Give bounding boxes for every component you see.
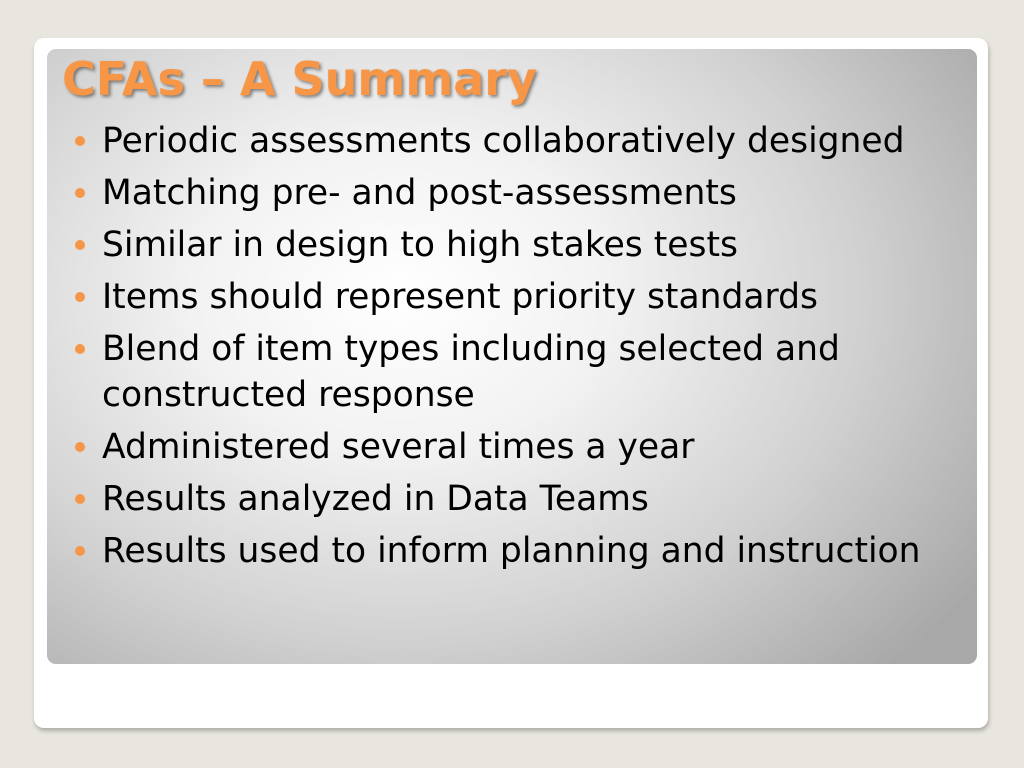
bullet-item: [68, 528, 968, 574]
bullet-item: [68, 170, 968, 216]
bullet-dot-icon: [75, 546, 85, 556]
bullet-dot-icon: [75, 292, 85, 302]
bullet-text: Results used to inform planning and instruction: [102, 531, 921, 571]
bullet-item: [68, 476, 968, 522]
bullet-item: [68, 118, 968, 164]
bullet-dot-icon: [75, 442, 85, 452]
bullet-item: [68, 424, 968, 470]
slide-title: CFAs – A Summary: [62, 52, 537, 106]
bullet-text: Items should represent priority standards: [102, 277, 818, 317]
bullet-text: Administered several times a year: [102, 427, 695, 467]
bullet-text: Blend of item types including selected and constructed response: [102, 329, 840, 415]
bullet-text: Periodic assessments collaboratively designed: [102, 121, 905, 161]
bullet-dot-icon: [75, 344, 85, 354]
bullet-dot-icon: [75, 494, 85, 504]
bullet-item: [68, 222, 968, 268]
bullet-text: Results analyzed in Data Teams: [102, 479, 649, 519]
bullet-list: [68, 118, 968, 580]
bullet-text: Matching pre- and post-assessments: [102, 173, 737, 213]
bullet-dot-icon: [75, 136, 85, 146]
bullet-dot-icon: [75, 240, 85, 250]
bullet-dot-icon: [75, 188, 85, 198]
bullet-item: [68, 326, 968, 418]
bullet-item: [68, 274, 968, 320]
bullet-text: Similar in design to high stakes tests: [102, 225, 738, 265]
